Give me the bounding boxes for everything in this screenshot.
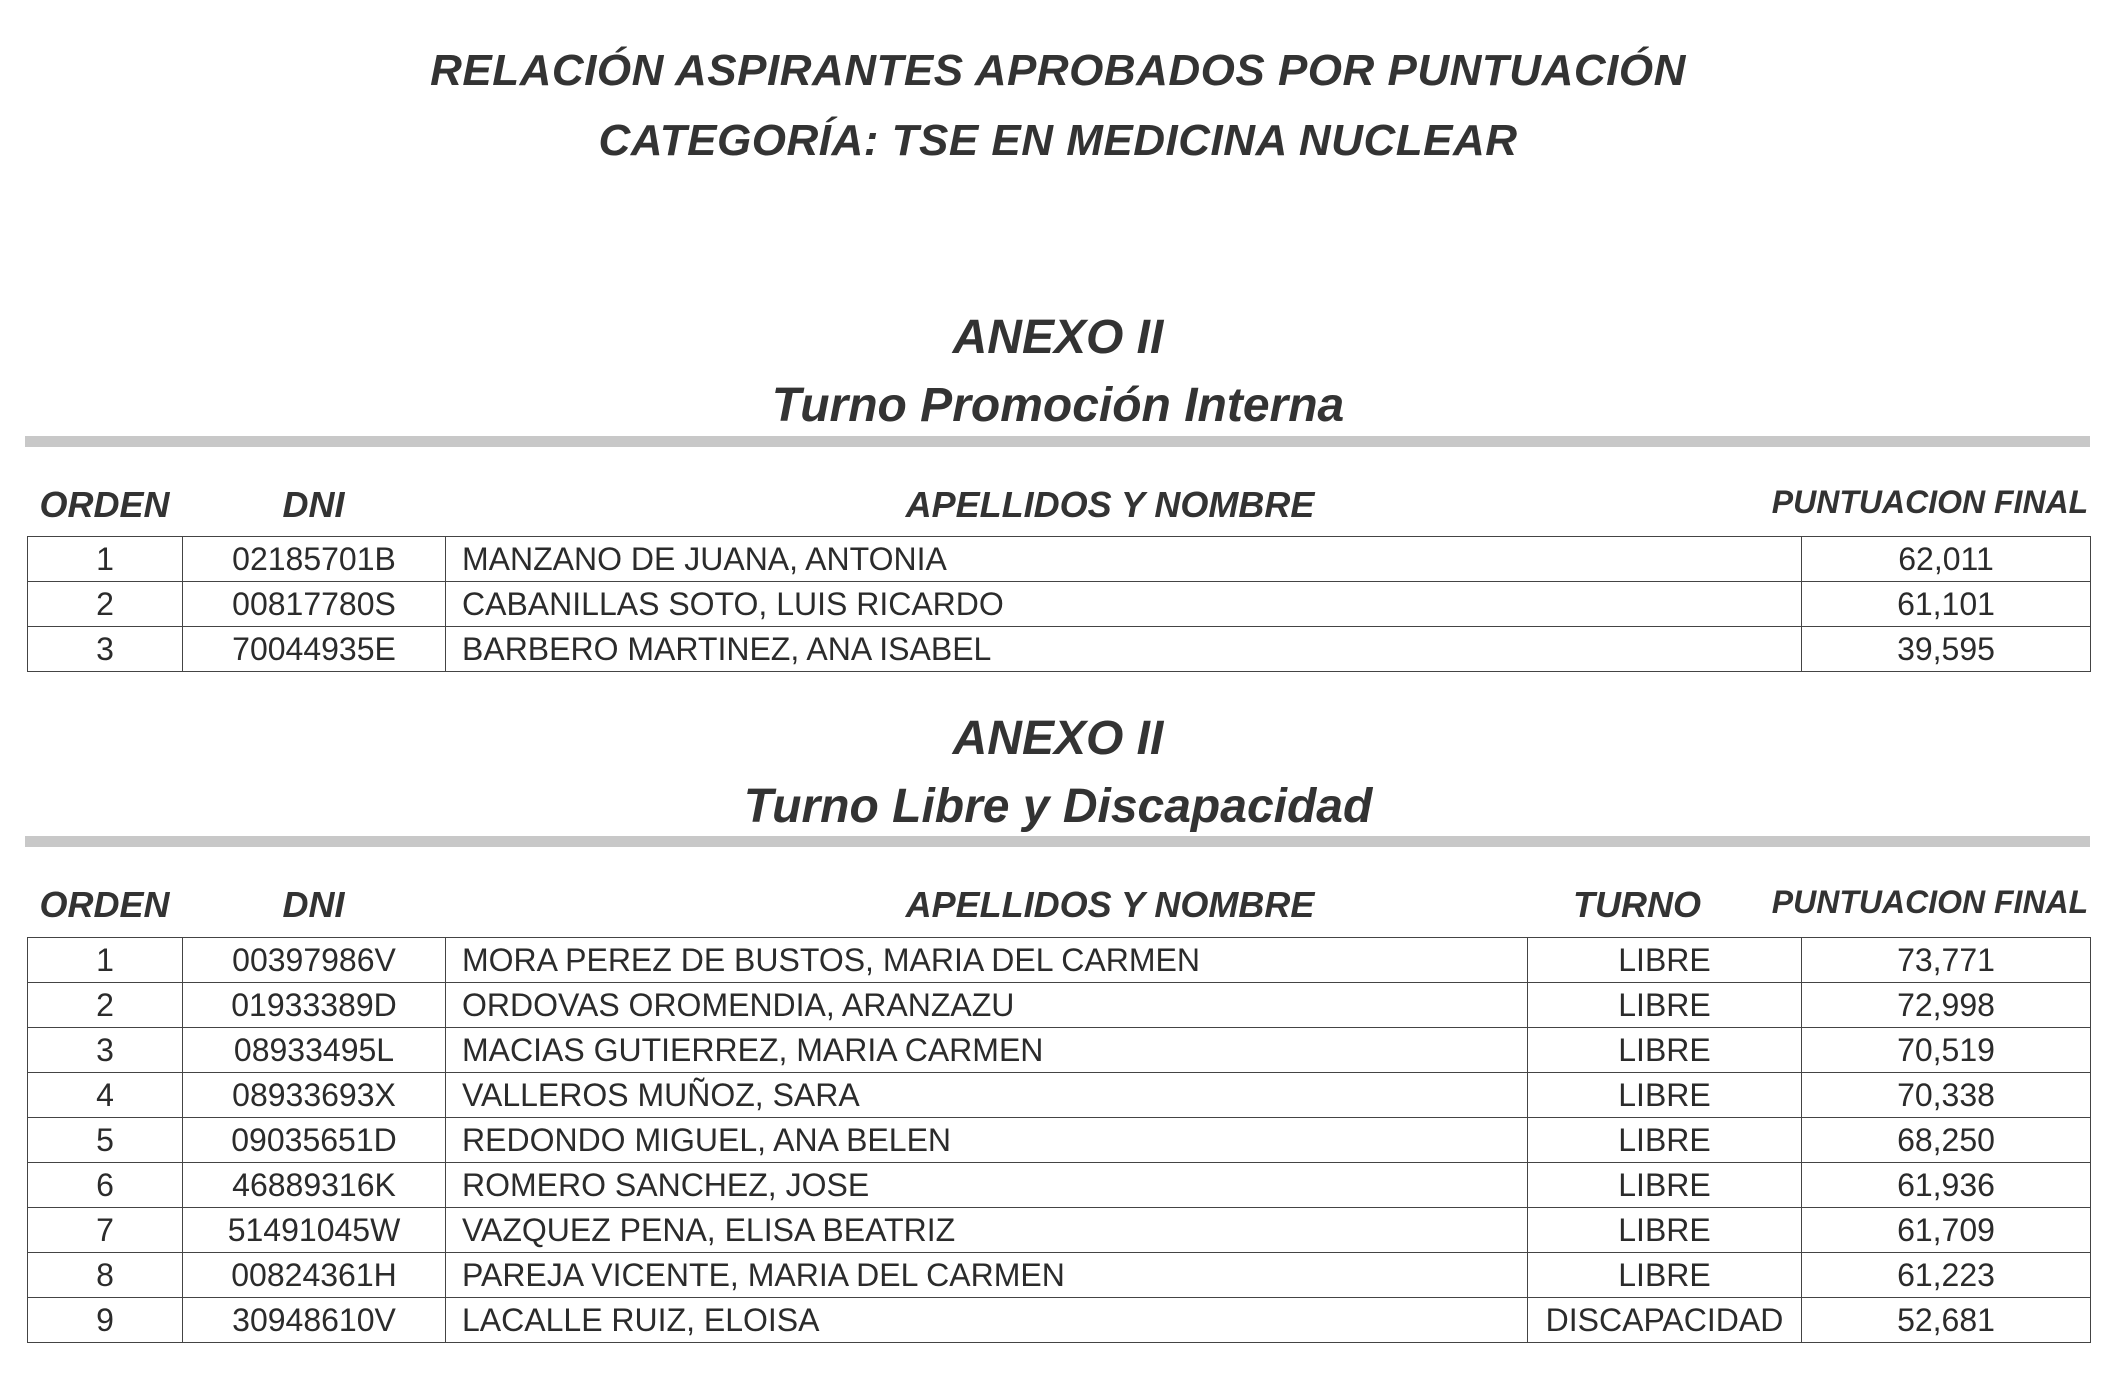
cell-puntuacion: 61,101 (1802, 582, 2091, 627)
cell-nombre: ROMERO SANCHEZ, JOSE (446, 1163, 1528, 1208)
cell-turno: DISCAPACIDAD (1528, 1298, 1802, 1343)
column-header-orden: ORDEN (39, 884, 170, 925)
cell-dni: 51491045W (183, 1208, 446, 1253)
cell-orden: 8 (28, 1253, 183, 1298)
cell-turno: LIBRE (1528, 1163, 1802, 1208)
table-row (28, 1073, 2091, 1118)
cell-nombre: VAZQUEZ PENA, ELISA BEATRIZ (446, 1208, 1528, 1253)
cell-orden: 5 (28, 1118, 183, 1163)
cell-turno: LIBRE (1528, 1118, 1802, 1163)
cell-orden: 7 (28, 1208, 183, 1253)
cell-orden: 2 (28, 983, 183, 1028)
document-title-line2: CATEGORÍA: TSE EN MEDICINA NUCLEAR (598, 116, 1518, 165)
cell-turno: LIBRE (1528, 983, 1802, 1028)
section-subtitle: Turno Libre y Discapacidad (743, 780, 1373, 833)
cell-dni: 01933389D (183, 983, 446, 1028)
table-row (28, 1118, 2091, 1163)
cell-dni: 00817780S (183, 582, 446, 627)
cell-orden: 3 (28, 627, 183, 672)
column-header-puntuacion: PUNTUACION FINAL (1771, 884, 2089, 920)
cell-puntuacion: 61,223 (1802, 1253, 2091, 1298)
cell-puntuacion: 68,250 (1802, 1118, 2091, 1163)
column-header-nombre: APELLIDOS Y NOMBRE (905, 884, 1315, 925)
annex-heading: ANEXO II (952, 712, 1164, 765)
column-header-nombre: APELLIDOS Y NOMBRE (905, 484, 1315, 525)
column-header-orden: ORDEN (39, 484, 170, 525)
table-row (28, 1163, 2091, 1208)
table-row (28, 1253, 2091, 1298)
cell-turno: LIBRE (1528, 938, 1802, 983)
table-row (28, 938, 2091, 983)
cell-puntuacion: 39,595 (1802, 627, 2091, 672)
cell-dni: 30948610V (183, 1298, 446, 1343)
table-row (28, 1298, 2091, 1343)
cell-nombre: LACALLE RUIZ, ELOISA (446, 1298, 1528, 1343)
section-subtitle: Turno Promoción Interna (771, 379, 1345, 432)
table-row (28, 1208, 2091, 1253)
cell-nombre: MACIAS GUTIERREZ, MARIA CARMEN (446, 1028, 1528, 1073)
cell-dni: 02185701B (183, 537, 446, 582)
cell-dni: 08933495L (183, 1028, 446, 1073)
cell-orden: 1 (28, 938, 183, 983)
table-row (28, 627, 2091, 672)
cell-puntuacion: 52,681 (1802, 1298, 2091, 1343)
cell-nombre: MANZANO DE JUANA, ANTONIA (446, 537, 1802, 582)
cell-orden: 2 (28, 582, 183, 627)
cell-orden: 4 (28, 1073, 183, 1118)
column-header-puntuacion: PUNTUACION FINAL (1771, 484, 2089, 520)
cell-turno: LIBRE (1528, 1073, 1802, 1118)
cell-dni: 00824361H (183, 1253, 446, 1298)
cell-dni: 08933693X (183, 1073, 446, 1118)
cell-puntuacion: 61,709 (1802, 1208, 2091, 1253)
cell-puntuacion: 61,936 (1802, 1163, 2091, 1208)
cell-turno: LIBRE (1528, 1208, 1802, 1253)
results-table-libre (27, 937, 2091, 1343)
cell-turno: LIBRE (1528, 1253, 1802, 1298)
column-header-dni: DNI (282, 484, 345, 525)
cell-dni: 46889316K (183, 1163, 446, 1208)
cell-dni: 00397986V (183, 938, 446, 983)
cell-puntuacion: 72,998 (1802, 983, 2091, 1028)
column-header-turno: TURNO (1573, 884, 1701, 925)
cell-dni: 09035651D (183, 1118, 446, 1163)
table-row (28, 1028, 2091, 1073)
section-divider (25, 836, 2090, 847)
cell-orden: 6 (28, 1163, 183, 1208)
cell-nombre: VALLEROS MUÑOZ, SARA (446, 1073, 1528, 1118)
cell-puntuacion: 70,338 (1802, 1073, 2091, 1118)
annex-heading: ANEXO II (952, 311, 1164, 364)
column-header-dni: DNI (282, 884, 345, 925)
cell-turno: LIBRE (1528, 1028, 1802, 1073)
cell-nombre: BARBERO MARTINEZ, ANA ISABEL (446, 627, 1802, 672)
results-table-promocion (27, 536, 2091, 672)
cell-dni: 70044935E (183, 627, 446, 672)
table-row (28, 983, 2091, 1028)
table-row (28, 537, 2091, 582)
cell-orden: 1 (28, 537, 183, 582)
table-row (28, 582, 2091, 627)
cell-orden: 9 (28, 1298, 183, 1343)
section-divider (25, 436, 2090, 447)
cell-nombre: PAREJA VICENTE, MARIA DEL CARMEN (446, 1253, 1528, 1298)
cell-nombre: REDONDO MIGUEL, ANA BELEN (446, 1118, 1528, 1163)
cell-nombre: CABANILLAS SOTO, LUIS RICARDO (446, 582, 1802, 627)
document-title-line1: RELACIÓN ASPIRANTES APROBADOS POR PUNTUACIÓN (430, 46, 1686, 95)
cell-puntuacion: 70,519 (1802, 1028, 2091, 1073)
cell-orden: 3 (28, 1028, 183, 1073)
cell-nombre: MORA PEREZ DE BUSTOS, MARIA DEL CARMEN (446, 938, 1528, 983)
cell-nombre: ORDOVAS OROMENDIA, ARANZAZU (446, 983, 1528, 1028)
cell-puntuacion: 73,771 (1802, 938, 2091, 983)
cell-puntuacion: 62,011 (1802, 537, 2091, 582)
